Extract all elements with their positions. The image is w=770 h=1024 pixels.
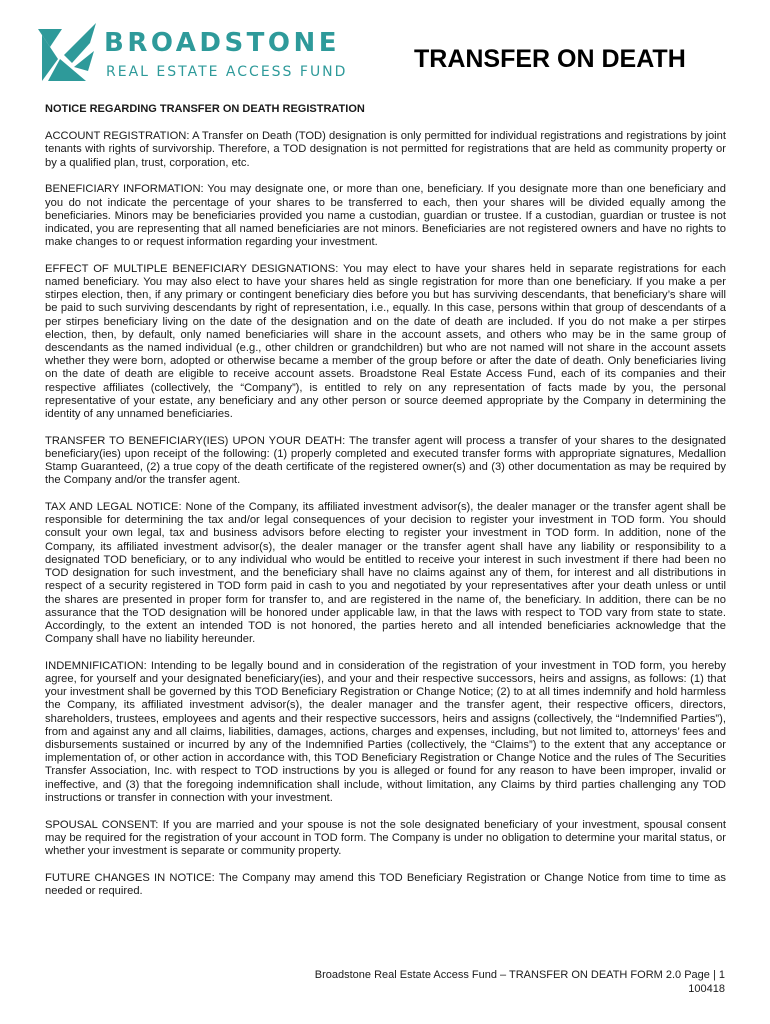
spousal-consent-paragraph: SPOUSAL CONSENT: If you are married and your spouse is not the sole designated beneficiary of your investment, spousal consent may be required for the registration of your account in TOD form. The Company is under no obligation to determine your marital status, or whether your investment is separate or community property. xyxy=(45,818,726,857)
footer-form-number: 100418 xyxy=(688,983,725,995)
form-title: TRANSFER ON DEATH xyxy=(414,45,686,73)
broadstone-logo-icon xyxy=(38,23,98,85)
transfer-to-beneficiary-paragraph: TRANSFER TO BENEFICIARY(IES) UPON YOUR DEATH: The transfer agent will process a transfer of your shares to the designated beneficiary(ies) upon receipt of the following: (1) properly completed and executed transfer forms with appropriate signatures, Medallion Stamp Guaranteed, (2) a true copy of the death certificate of the registered owner(s) and (3) other documentation as may be required by the Company and/or the transfer agent. xyxy=(45,434,726,487)
indemnification-paragraph: INDEMNIFICATION: Intending to be legally bound and in consideration of the registration of your investment in TOD form, you hereby agree, for yourself and your designated beneficiary(ies), and your and their respective successors, heirs and assigns, as follows: (1) that your investment shall be governed by this TOD Beneficiary Registration or Change Notice; (2) to at all times indemnify and hold harmless the Company, its affiliated investment advisor(s), the dealer manager and the transfer agent, their respective officers, directors, shareholders, trustees, employees and agents and their respective successors, heirs and assigns (collectively, the “Indemnified Parties”), from and against any and all claims, liabilities, damages, actions, charges and expenses, including, but not limited to, attorneys’ fees and disbursements sustained or incurred by any of the Indemnified Parties (collectively, the “Claims”) to the extent that any acceptance or implementation of, or other action in accordance with, this TOD Beneficiary Registration or Change Notice and the rules of The Securities Transfer Association, Inc. with respect to TOD instructions by you is alleged or found for any reason to have been improper, invalid or ineffective, and (3) that the foregoing indemnification shall include, without limitation, any Claims by third parties challenging any TOD instructions or transfer in connection with your investment. xyxy=(45,659,726,804)
broadstone-logo xyxy=(38,23,348,87)
notice-heading: NOTICE REGARDING TRANSFER ON DEATH REGISTRATION xyxy=(45,103,365,115)
beneficiary-information-paragraph: BENEFICIARY INFORMATION: You may designate one, or more than one, beneficiary. If you designate more than one beneficiary and you do not indicate the percentage of your shares to be transferred to each, then your shares will be divided equally among the beneficiaries. Minors may be beneficiaries provided you name a custodian, guardian or trustee. If a custodian, guardian or trustee is not indicated, you are representing that all named beneficiaries are not minors. Beneficiaries are not registered owners and have no rights to make changes to or request information regarding your investment. xyxy=(45,183,726,249)
footer-page-info: Broadstone Real Estate Access Fund – TRANSFER ON DEATH FORM 2.0 Page | 1 xyxy=(314,969,725,981)
logo-name: BROADSTONE xyxy=(104,28,341,58)
page-footer xyxy=(315,968,725,996)
account-registration-paragraph: ACCOUNT REGISTRATION: A Transfer on Death (TOD) designation is only permitted for individual registrations and registrations by joint tenants with rights of survivorship. Therefore, a TOD designation is not permitted for registrations that are held as community property or by a qualified plan, trust, corporation, etc. xyxy=(45,130,726,169)
tax-legal-notice-paragraph: TAX AND LEGAL NOTICE: None of the Company, its affiliated investment advisor(s), the dealer manager or the transfer agent shall be responsible for determining the tax and/or legal consequences of your decision to register your investment in TOD form. You should consult your own legal, tax and business advisors before electing to register your investment in TOD form. In addition, none of the Company, its affiliated investment advisor(s), the dealer manager or the transfer agent shall have any liability or responsibility to a designated TOD beneficiary, or to any individual who would be entitled to receive your interest in such investment if there had been no TOD designation for such investment, and the beneficiary shall have no claims against any of them, for interest and all distributions in respect of a security registered in TOD form paid in cash to you and negotiated by your representatives after your death unless or until the shares are presented in proper form for transfer to, and are registered in the name of, the beneficiary. In addition, there can be no assurance that the TOD designation will be honored under applicable law, in that the laws with respect to TOD vary from state to state. Accordingly, to the extent an intended TOD is not honored, the parties hereto and all intended beneficiaries acknowledge that the Company shall have no liability hereunder. xyxy=(45,501,726,646)
multiple-beneficiary-paragraph: EFFECT OF MULTIPLE BENEFICIARY DESIGNATIONS: You may elect to have your shares held in separate registrations for each named beneficiary. You may also elect to have your shares held as single registration for more than one beneficiary. If you make a per stirpes election, then, if any primary or contingent beneficiary dies before you but has surviving descendants, that beneficiary’s share will be paid to such surviving descendants by right of representation, i.e., equally. In this case, persons within that group of descendants of a per stirpes beneficiary living on the date of the designation and on the date of death are included. If you do not make a per stirpes election, then, by default, only named beneficiaries will share in the account assets, and others who may be in the same group of descendants as the named individual (e.g., other children or grandchildren) but who are not named will not share in the account assets whether they were born, adopted or otherwise became a member of the group before or after the date of death. Only beneficiaries living on the date of death are eligible to receive account assets. Broadstone Real Estate Access Fund, each of its companies and their respective affiliates (collectively, the “Company”), is entitled to rely on any representation of facts made by you, the personal representative of your estate, any beneficiary and any other person or source deemed appropriate by the Company in determining the identity of any unnamed beneficiaries. xyxy=(45,262,726,421)
logo-subtitle: REAL ESTATE ACCESS FUND xyxy=(106,64,348,80)
future-changes-paragraph: FUTURE CHANGES IN NOTICE: The Company may amend this TOD Beneficiary Registration or Change Notice from time to time as needed or required. xyxy=(45,871,726,897)
notice-body xyxy=(45,103,726,912)
